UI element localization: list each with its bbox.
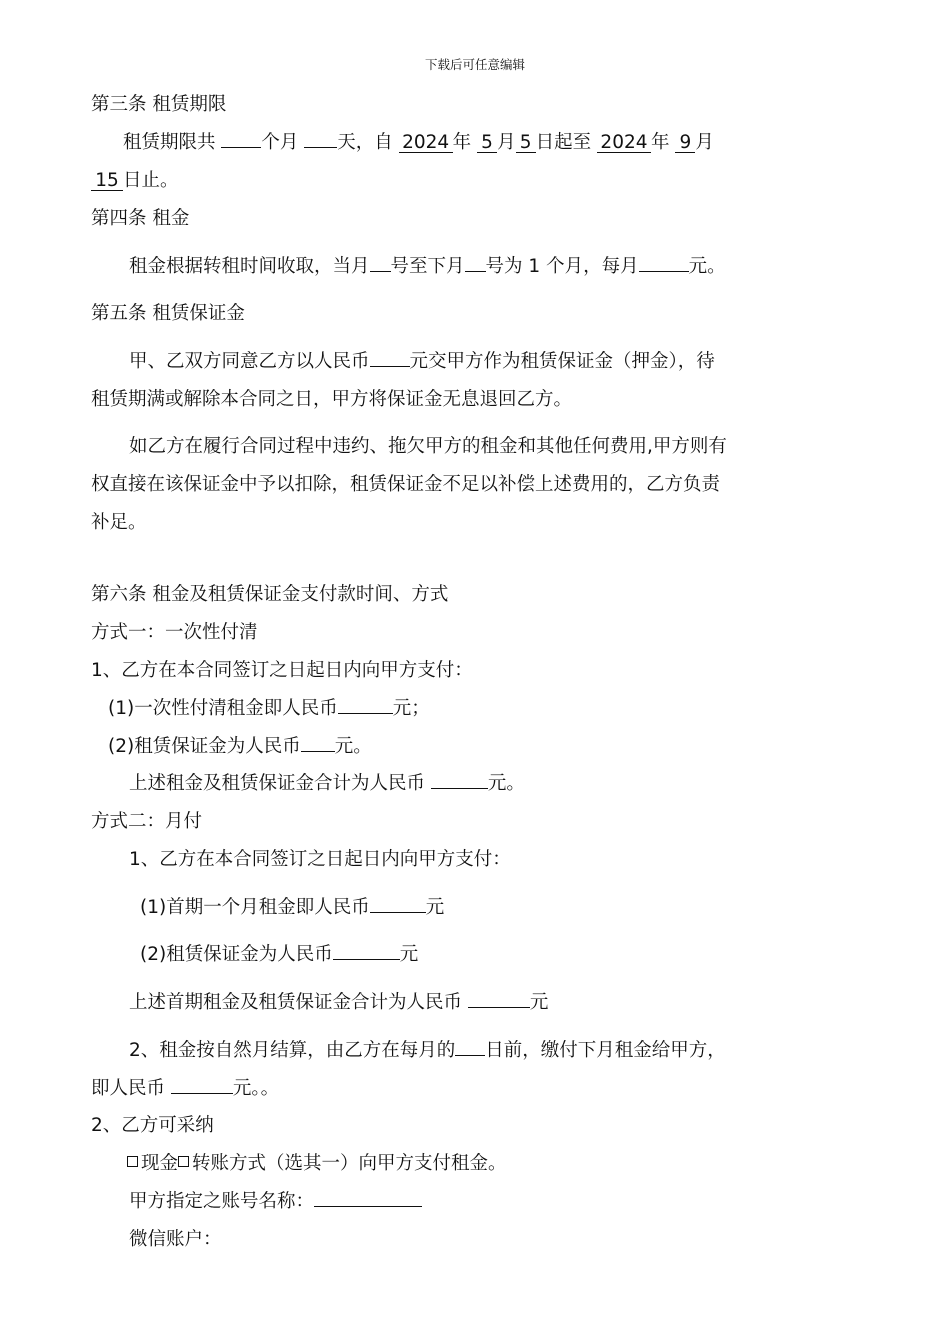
text: 日止。 — [123, 170, 179, 191]
way-2-item-2-line-1 — [129, 1040, 726, 1062]
text: 天，自 — [337, 132, 399, 153]
way-2-item-1: 1、乙方在本合同签订之日起日内向甲方支付： — [129, 849, 511, 870]
way-1-title: 方式一：一次性付清 — [91, 622, 258, 643]
deposit-amount-blank — [301, 751, 335, 752]
text: (2)租赁保证金为人民币 — [108, 736, 301, 757]
monthly-amount-blank — [171, 1093, 233, 1094]
to-day-blank — [465, 271, 486, 272]
cash-checkbox[interactable] — [127, 1156, 138, 1167]
end-month: 9 — [675, 133, 695, 153]
text: 号至下月 — [390, 256, 465, 277]
way-2-sub-2 — [140, 944, 418, 966]
section-3-title: 第三条 租赁期限 — [91, 94, 227, 115]
lease-term-line-2 — [91, 170, 179, 192]
text: 日起至 — [535, 132, 597, 153]
text: 元交甲方作为租赁保证金（押金），待 — [409, 351, 715, 372]
deposit-line-5: 补足。 — [91, 512, 147, 533]
page-header: 下载后可任意编辑 — [424, 57, 525, 72]
end-day: 15 — [91, 171, 123, 191]
text: 元 — [399, 944, 419, 965]
text: 月 — [695, 132, 714, 153]
text: 租赁期限共 — [123, 132, 222, 153]
from-day-blank — [370, 271, 391, 272]
total-amount-blank — [431, 788, 488, 789]
months-blank — [221, 147, 261, 148]
deposit-line-2: 租赁期满或解除本合同之日，甲方将保证金无息退回乙方。 — [91, 389, 573, 410]
way-2-total — [129, 992, 548, 1014]
first-rent-blank — [370, 912, 426, 913]
monthly-rent-blank — [639, 271, 689, 272]
deposit-line-1 — [129, 351, 715, 373]
text: 元 — [425, 897, 445, 918]
transfer-checkbox[interactable] — [178, 1156, 189, 1167]
account-name-line — [129, 1191, 422, 1213]
text: 年 — [650, 132, 676, 153]
text: 上述首期租金及租赁保证金合计为人民币 — [129, 992, 468, 1013]
way-1-sub-2 — [108, 736, 372, 758]
way-2-sub-1 — [140, 897, 444, 919]
section-5-title: 第五条 租赁保证金 — [91, 303, 245, 324]
way-2-item-2-line-2 — [91, 1078, 279, 1100]
section-4-title: 第四条 租金 — [91, 208, 190, 229]
text: 号为 1 个月，每月 — [485, 256, 639, 277]
way-1-item-1: 1、乙方在本合同签订之日起日内向甲方支付： — [91, 660, 473, 681]
text: 上述租金及租赁保证金合计为人民币 — [129, 773, 431, 794]
text: 个月 — [261, 132, 305, 153]
way-2-title: 方式二：月付 — [91, 811, 203, 832]
start-day: 5 — [516, 133, 536, 153]
text: 甲方指定之账号名称： — [129, 1191, 315, 1212]
text: 甲、乙双方同意乙方以人民币 — [129, 351, 370, 372]
text: 元。 — [688, 256, 726, 277]
text: 日前，缴付下月租金给甲方， — [485, 1040, 726, 1061]
lease-term-line-1 — [123, 132, 714, 154]
way-1-total — [129, 773, 525, 795]
text: 2、租金按自然月结算，由乙方在每月的 — [129, 1040, 456, 1061]
text: 元。。 — [232, 1078, 280, 1099]
section-6-title: 第六条 租金及租赁保证金支付款时间、方式 — [91, 584, 449, 605]
text: 元。 — [334, 736, 372, 757]
cash-label: 现金 — [141, 1153, 179, 1174]
rent-line — [129, 256, 726, 278]
payment-method-title: 2、乙方可采纳 — [91, 1115, 214, 1136]
text: 即人民币 — [91, 1078, 171, 1099]
payment-method-options — [127, 1153, 507, 1175]
text: (2)租赁保证金为人民币 — [140, 944, 333, 965]
days-blank — [304, 147, 337, 148]
start-month: 5 — [477, 133, 497, 153]
text: (1)一次性付清租金即人民币 — [108, 698, 338, 719]
text: (1)首期一个月租金即人民币 — [140, 897, 370, 918]
total-amount-blank — [468, 1007, 530, 1008]
deposit-amount-blank — [370, 366, 410, 367]
deposit-line-3: 如乙方在履行合同过程中违约、拖欠甲方的租金和其他任何费用,甲方则有 — [129, 436, 727, 457]
due-day-blank — [455, 1055, 485, 1056]
way-1-sub-1 — [108, 698, 430, 720]
text: 元 — [529, 992, 549, 1013]
deposit-amount-blank — [333, 959, 400, 960]
transfer-label: 转账方式（选其一）向甲方支付租金。 — [192, 1153, 507, 1174]
text: 元； — [392, 698, 430, 719]
wechat-account-line: 微信账户： — [129, 1229, 222, 1250]
end-year: 2024 — [597, 133, 651, 153]
rent-amount-blank — [338, 713, 393, 714]
start-year: 2024 — [399, 133, 453, 153]
text: 元。 — [487, 773, 525, 794]
deposit-line-4: 权直接在该保证金中予以扣除，租赁保证金不足以补偿上述费用的，乙方负责 — [91, 474, 721, 495]
text: 年 — [452, 132, 478, 153]
text: 月 — [497, 132, 516, 153]
account-name-blank — [314, 1206, 422, 1207]
text: 租金根据转租时间收取，当月 — [129, 256, 370, 277]
